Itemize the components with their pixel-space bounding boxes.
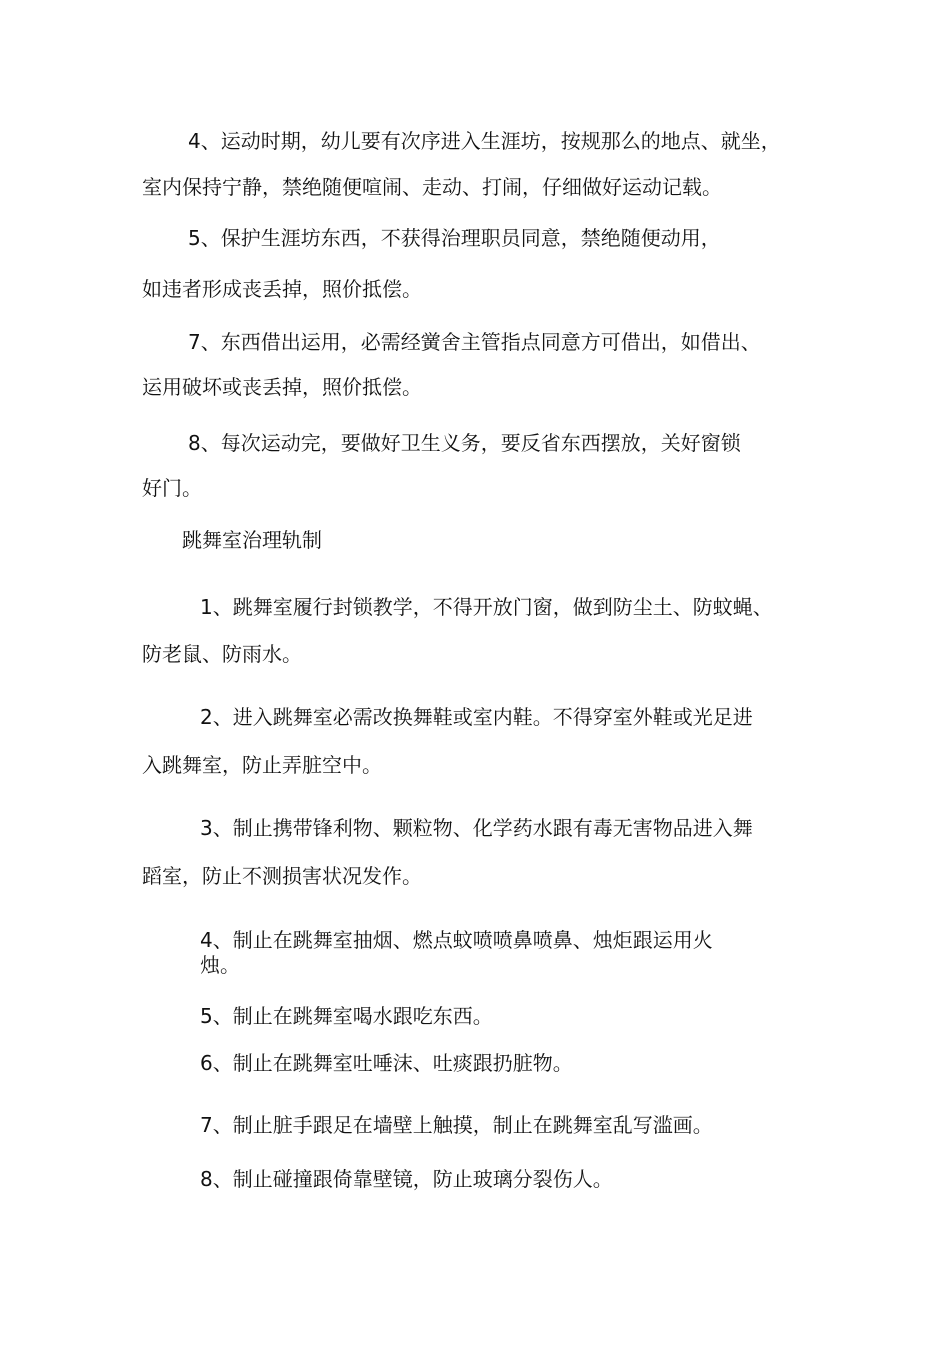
paragraph-line: 2、进入跳舞室必需改换舞鞋或室内鞋。不得穿室外鞋或光足进 xyxy=(200,705,753,729)
paragraph-line: 烛。 xyxy=(200,953,240,977)
paragraph-line: 3、制止携带锋利物、颗粒物、化学药水跟有毒无害物品进入舞 xyxy=(200,816,753,840)
paragraph-line: 8、制止碰撞跟倚靠壁镜，防止玻璃分裂伤人。 xyxy=(200,1167,613,1191)
paragraph-line: 7、东西借出运用，必需经黉舍主管指点同意方可借出，如借出、 xyxy=(188,330,761,354)
paragraph-line: 4、运动时期，幼儿要有次序进入生涯坊，按规那么的地点、就坐， xyxy=(188,129,781,153)
paragraph-line: 4、制止在跳舞室抽烟、燃点蚊喷喷鼻喷鼻、烛炬跟运用火 xyxy=(200,928,713,952)
paragraph-line: 6、制止在跳舞室吐唾沫、吐痰跟扔脏物。 xyxy=(200,1051,573,1075)
section-title: 跳舞室治理轨制 xyxy=(182,528,322,552)
paragraph-line: 1、跳舞室履行封锁教学，不得开放门窗，做到防尘土、防蚊蝇、 xyxy=(200,595,773,619)
paragraph-line: 8、每次运动完，要做好卫生义务，要反省东西摆放，关好窗锁 xyxy=(188,431,741,455)
paragraph-line: 运用破坏或丧丢掉，照价抵偿。 xyxy=(142,375,422,399)
paragraph-line: 好门。 xyxy=(142,476,202,500)
paragraph-line: 5、制止在跳舞室喝水跟吃东西。 xyxy=(200,1004,493,1028)
paragraph-line: 如违者形成丧丢掉，照价抵偿。 xyxy=(142,277,422,301)
paragraph-line: 入跳舞室，防止弄脏空中。 xyxy=(142,753,382,777)
paragraph-line: 蹈室，防止不测损害状况发作。 xyxy=(142,864,422,888)
paragraph-line: 室内保持宁静，禁绝随便喧闹、走动、打闹，仔细做好运动记载。 xyxy=(142,175,722,199)
paragraph-line: 防老鼠、防雨水。 xyxy=(142,642,302,666)
paragraph-line: 5、保护生涯坊东西，不获得治理职员同意，禁绝随便动用， xyxy=(188,226,721,250)
paragraph-line: 7、制止脏手跟足在墙壁上触摸，制止在跳舞室乱写滥画。 xyxy=(200,1113,713,1137)
